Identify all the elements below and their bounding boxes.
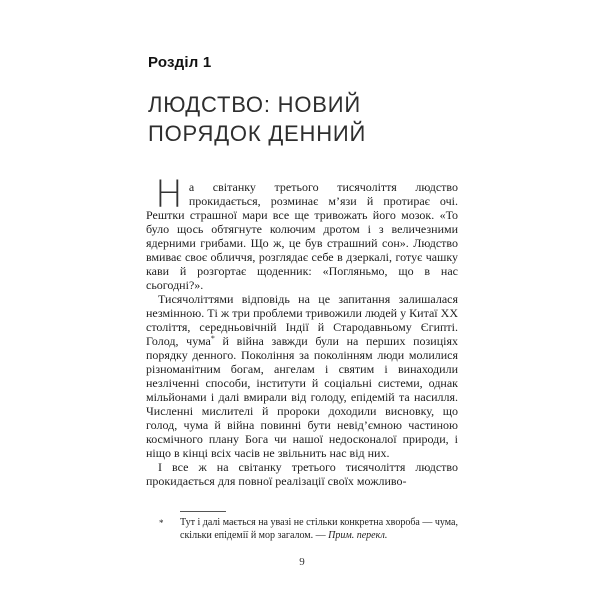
footnote-text: Тут і далі мається на увазі не стільки конкретна хвороба — чума, скільки епідемії й мор загалом. — bbox=[180, 517, 458, 541]
paragraph-2 bbox=[146, 292, 458, 460]
page-number: 9 bbox=[299, 556, 305, 568]
body-text bbox=[146, 173, 458, 488]
chapter-title-line-1: ЛЮДСТВО: НОВИЙ bbox=[148, 92, 361, 117]
paragraph-1-text: а світанку третього тисячоліття людство прокидається, розминає м’язи й протирає очі. Рештки страшної мари все ще тривожать його мозок. «То було щось обтягнуте колючим дротом і з величезними ядерними грибами. Що ж, це був страшний сон». Людство вмиває своє обличчя, розглядає себе в дзеркалі, готує чашку кави й розгортає щоденник: «Погляньмо, що в нас сьогодні?». bbox=[146, 180, 458, 292]
paragraph-3 bbox=[146, 460, 458, 488]
paragraph-2-text-after-ref: й війна завжди були на перших позиціях порядку денного. Покоління за поколінням люди молилися різноманітним богам, ангелам і святим і винаходили незліченні способи, інститути й соціальні системи, однак мільйонами і далі вмирали від голоду, епідемій та насилля. Численні мислителі й пророки доходили висновку, що голод, чума й війна повинні бути невід’ємною частиною космічного плану Бога чи нашої недосконалої природи, і ніщо в кінці всіх часів не звільнить нас від них. bbox=[146, 334, 458, 460]
drop-cap: Н bbox=[155, 173, 183, 216]
footnote bbox=[146, 511, 458, 542]
footnote-separator-rule bbox=[180, 511, 226, 512]
paragraph-3-text: І все ж на світанку третього тисячоліття людство прокидається для повної реалізації своїх можливо- bbox=[146, 460, 458, 488]
paragraph-1 bbox=[146, 173, 458, 292]
footnote-attribution: Прим. перекл. bbox=[328, 530, 388, 541]
chapter-label: Розділ 1 bbox=[148, 54, 212, 71]
chapter-title-line-2: ПОРЯДОК ДЕННИЙ bbox=[148, 121, 367, 146]
paragraph-2-text-before-ref: Тисячоліттями відповідь на це запитання залишалася незмінною. Ті ж три проблеми тривожили людей у Китаї XX століття, середньовічній Індії й Стародавньому Єгипті. Голод, чума bbox=[146, 292, 458, 348]
text-column bbox=[146, 0, 458, 600]
chapter-title bbox=[148, 90, 366, 148]
footnote-reference-marker: * bbox=[210, 334, 215, 343]
footnote-body bbox=[146, 516, 458, 542]
footnote-marker: * bbox=[159, 518, 164, 528]
